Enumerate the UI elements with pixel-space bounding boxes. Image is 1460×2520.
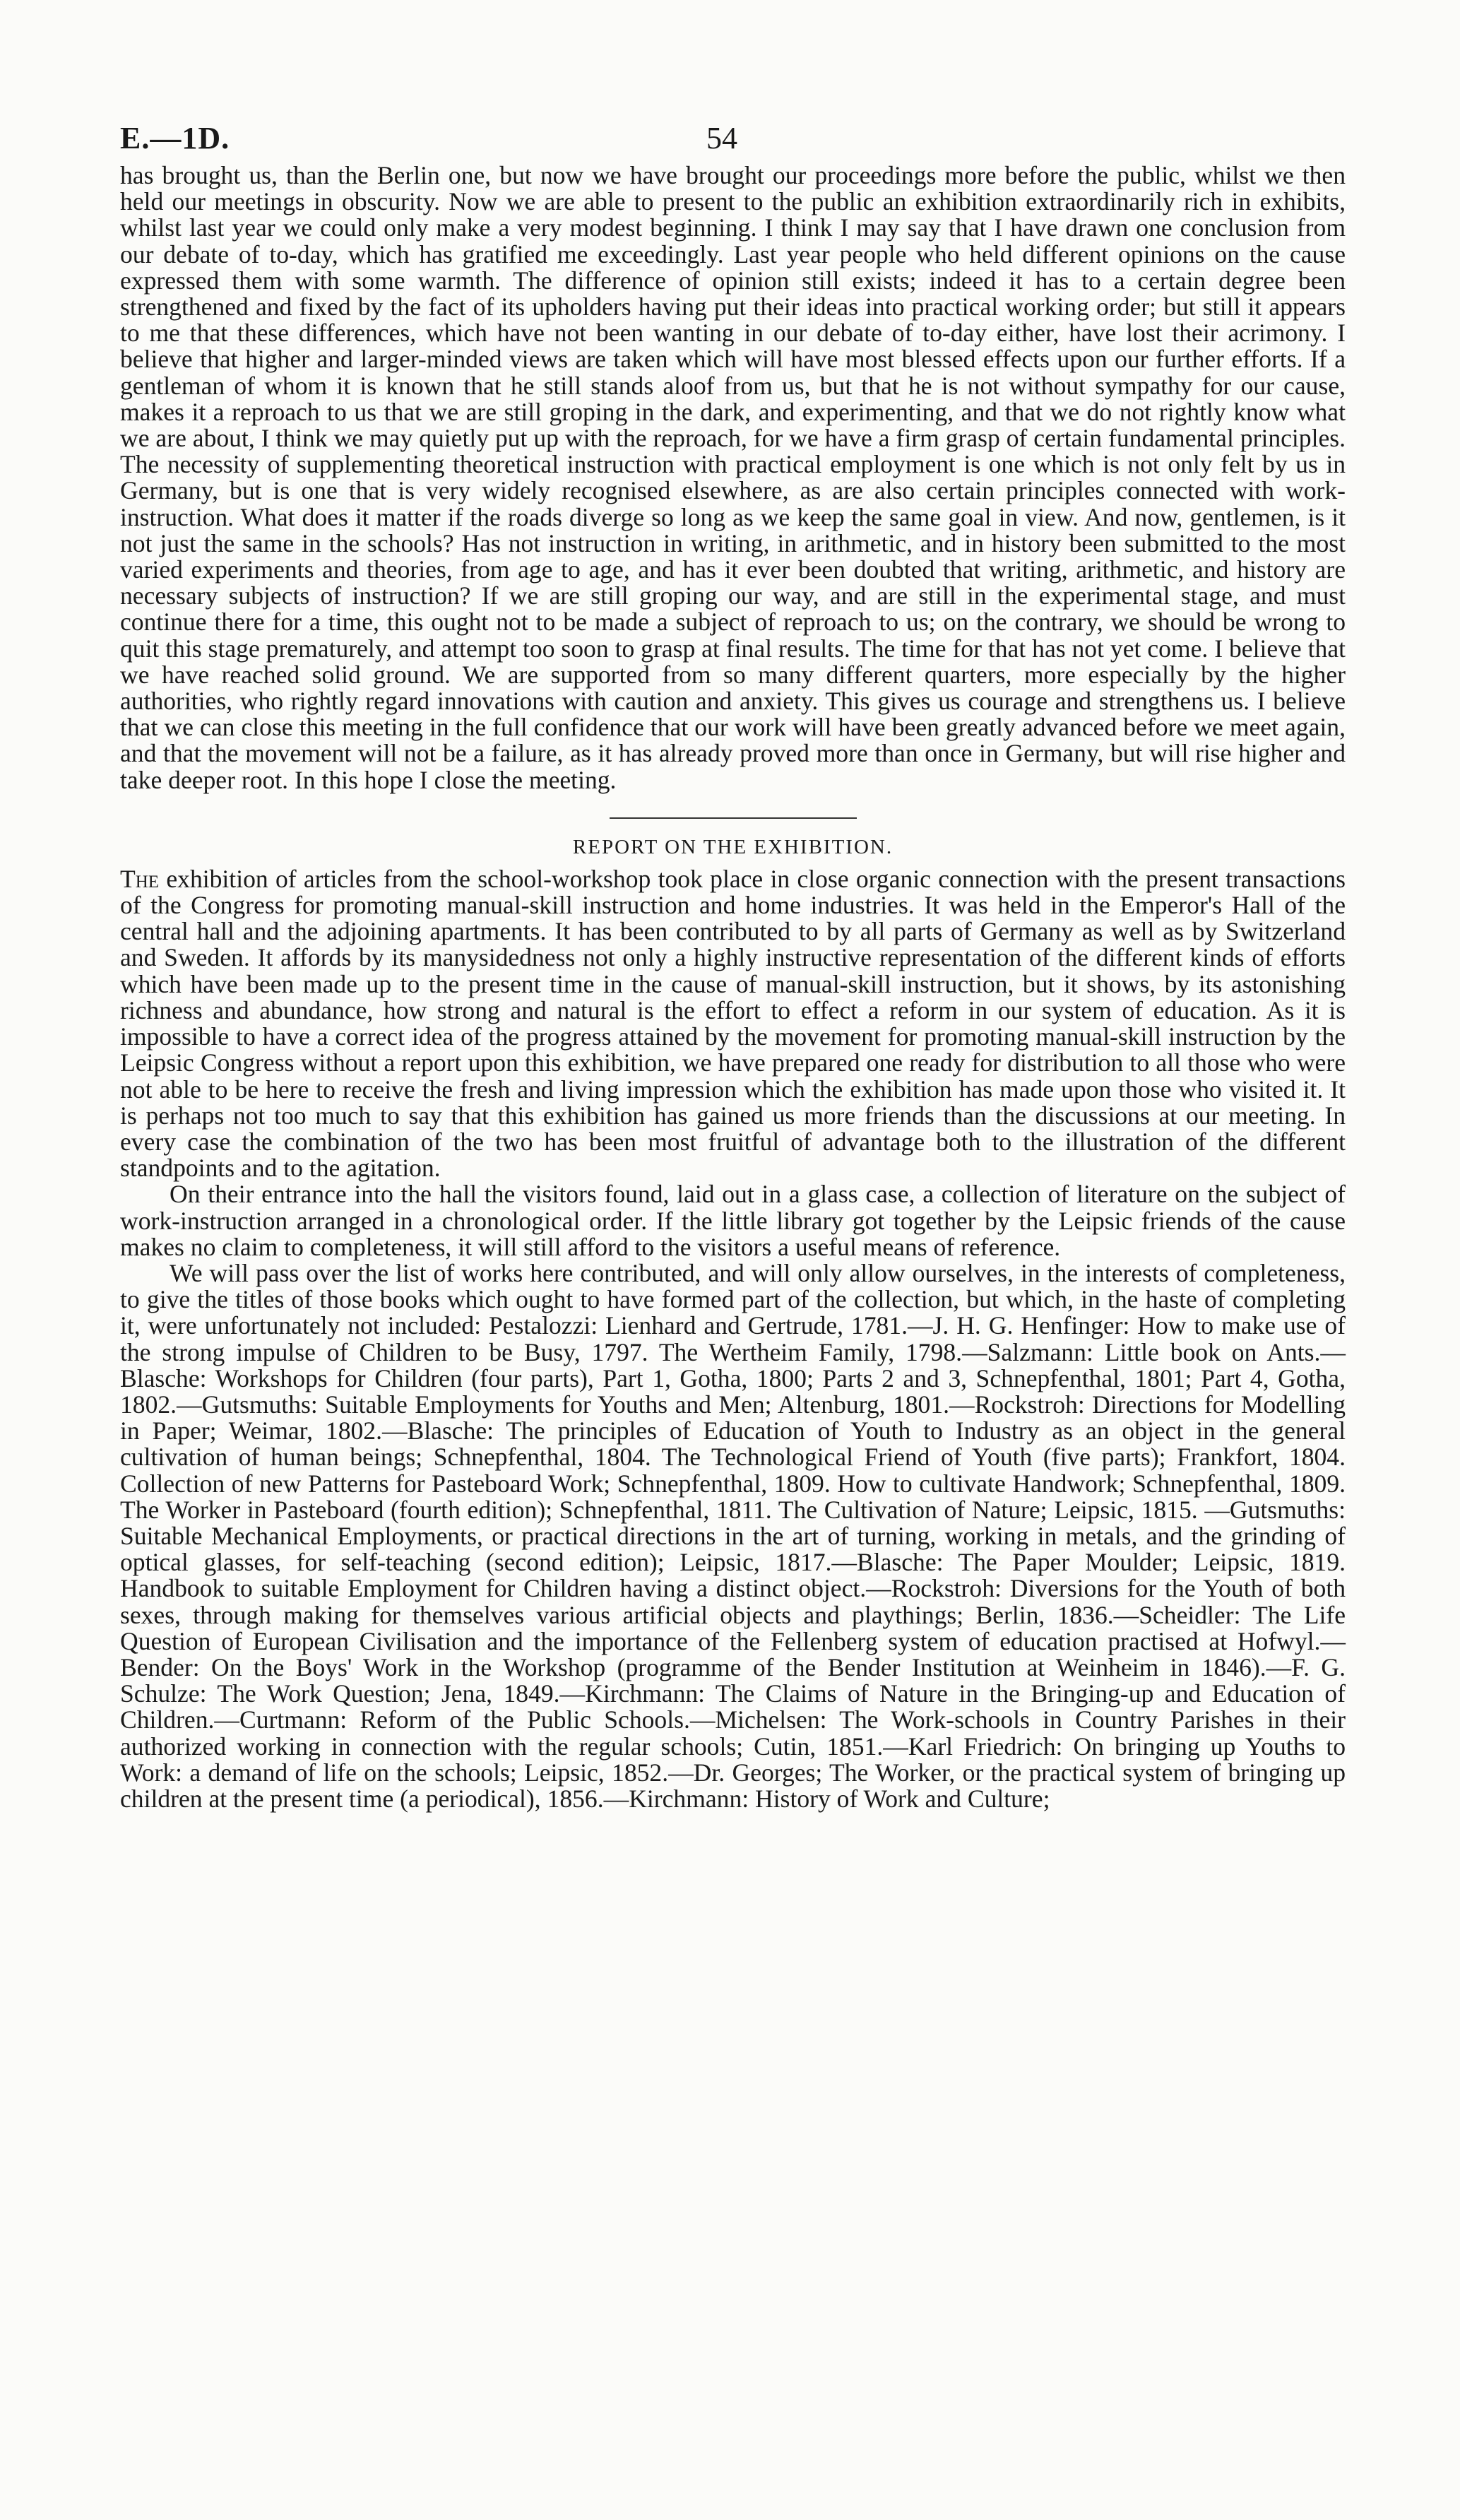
page-header — [120, 106, 1346, 162]
page — [120, 106, 1346, 1812]
report-paragraph-3: We will pass over the list of works here contributed, and will only allow ourselves, in the interests of completeness, to give the titles of those books which ought to have formed part of the collection, but which, in the haste of completing it, were unfortunately not included: Pestalozzi: Lienhard and Gertrude, 1781.—J. H. G. Henfinger: How to make use of the strong impulse of Children to be Busy, 1797. The Wertheim Family, 1798.—Salzmann: Little book on Ants.—Blasche: Workshops for Children (four parts), Part 1, Gotha, 1800; Parts 2 and 3, Schnepfenthal, 1801; Part 4, Gotha, 1802.—Gutsmuths: Suitable Employments for Youths and Men; Altenburg, 1801.—Rockstroh: Directions for Modelling in Paper; Weimar, 1802.—Blasche: The principles of Education of Youth to Industry as an object in the general cultivation of human beings; Schnepfenthal, 1804. The Technological Friend of Youth (five parts); Frankfort, 1804. Collection of new Patterns for Pasteboard Work; Schnepfenthal, 1809. How to cultivate Handwork; Schnepfenthal, 1809. The Worker in Pasteboard (fourth edition); Schnepfenthal, 1811. The Cultivation of Nature; Leipsic, 1815. —Gutsmuths: Suitable Mechanical Employments, or practical directions in the art of turning, working in metals, and the grinding of optical glasses, for self-teaching (second edition); Leipsic, 1817.—Blasche: The Paper Moulder; Leipsic, 1819. Handbook to suitable Employment for Children having a distinct object.—Rockstroh: Diversions for the Youth of both sexes, through making for themselves various artificial objects and playthings; Berlin, 1836.—Scheidler: The Life Question of European Civilisation and the importance of the Fellenberg system of education practised at Hofwyl.—Bender: On the Boys' Work in the Workshop (programme of the Bender Institution at Weinheim in 1846).—F. G. Schulze: The Work Question; Jena, 1849.—Kirchmann: The Claims of Nature in the Bringing-up and Education of Children.—Curtmann: Reform of the Public Schools.—Michelsen: The Work-schools in Country Parishes in their authorized working in connection with the regular schools; Cutin, 1851.—Karl Friedrich: On bringing up Youths to Work: a demand of life on the schools; Leipsic, 1852.—Dr. Georges; The Worker, or the practical system of bringing up children at the present time (a periodical), 1856.—Kirchmann: History of Work and Culture; — [120, 1258, 1346, 1813]
section-title: REPORT ON THE EXHIBITION. — [572, 835, 894, 858]
section-divider — [610, 817, 857, 819]
report-paragraph-1-text: exhibition of articles from the school-workshop took place in close organic connection with the present transactions of the Congress for promoting manual-skill instruction and home industries. It was held in the Emperor's Hall of the central hall and the adjoining apartments. It has been contributed to by all parts of Germany as well as by Switzerland and Sweden. It affords by its manysidedness not only a highly instructive representation of the different kinds of efforts which have been made up to the present time in the cause of manual-skill instruction, but it shows, by its astonishing richness and abundance, how strong and natural is the effort to effect a reform in our system of education. As it is impossible to have a correct idea of the progress attained by the movement for promoting manual-skill instruction by the Leipsic Congress without a report upon this exhibition, we have prepared one ready for distribution to all those who were not able to be here to receive the fresh and living impression which the exhibition has made upon those who visited it. It is perhaps not too much to say that this exhibition has gained us more friends than the discussions at our meeting. In every case the combination of the two has been most fruitful of advantage both to the illustration of the different standpoints and to the agitation. — [120, 864, 1346, 1183]
report-paragraph-1 — [120, 866, 1346, 1181]
report-paragraph-2: On their entrance into the hall the visitors found, laid out in a glass case, a collection of literature on the subject of work-instruction arranged in a chronological order. If the little library got together by the Leipsic friends of the cause makes no claim to completeness, it will still afford to the visitors a useful means of reference. — [120, 1180, 1346, 1261]
page-number: 54 — [706, 121, 737, 155]
document-reference: E.—1D. — [120, 121, 230, 155]
report-first-word: The — [120, 864, 160, 893]
speech-paragraph: has brought us, than the Berlin one, but now we have brought our proceedings more before the public, whilst we then held our meetings in obscurity. Now we are able to present to the public an exhibition extraordinarily rich in exhibits, whilst last year we could only make a very modest beginning. I think I may say that I have drawn one conclusion from our debate of to-day, which has gratified me exceedingly. Last year people who held different opinions on the cause expressed them with some warmth. The difference of opinion still exists; indeed it has to a certain degree been strengthened and fixed by the fact of its upholders having put their ideas into practical working order; but still it appears to me that these differences, which have not been wanting in our debate of to-day either, have lost their acrimony. I believe that higher and larger-minded views are taken which will have most blessed effects upon our further efforts. If a gentleman of whom it is known that he still stands aloof from us, but that he is not without sympathy for our cause, makes it a reproach to us that we are still groping in the dark, and experimenting, and that we do not rightly know what we are about, I think we may quietly put up with the reproach, for we have a firm grasp of certain fundamental principles. The necessity of supplementing theoretical instruction with practical employment is one which is not only felt by us in Germany, but is one that is very widely recognised elsewhere, as are also certain principles connected with work-instruction. What does it matter if the roads diverge so long as we keep the same goal in view. And now, gentlemen, is it not just the same in the schools? Has not instruction in writing, in arithmetic, and in history been submitted to the most varied experiments and theories, from age to age, and has it ever been doubted that writing, arithmetic, and history are necessary subjects of instruction? If we are still groping our way, and are still in the experimental stage, and must continue there for a time, this ought not to be made a subject of reproach to us; on the contrary, we should be wrong to quit this stage prematurely, and attempt too soon to grasp at final results. The time for that has not yet come. I believe that we have reached solid ground. We are supported from so many different quarters, more especially by the higher authorities, who rightly regard innovations with caution and anxiety. This gives us courage and strengthens us. I believe that we can close this meeting in the full confidence that our work will have been greatly advanced before we meet again, and that the movement will not be a failure, as it has already proved more than once in Germany, but will rise higher and take deeper root. In this hope I close the meeting. — [120, 161, 1346, 794]
